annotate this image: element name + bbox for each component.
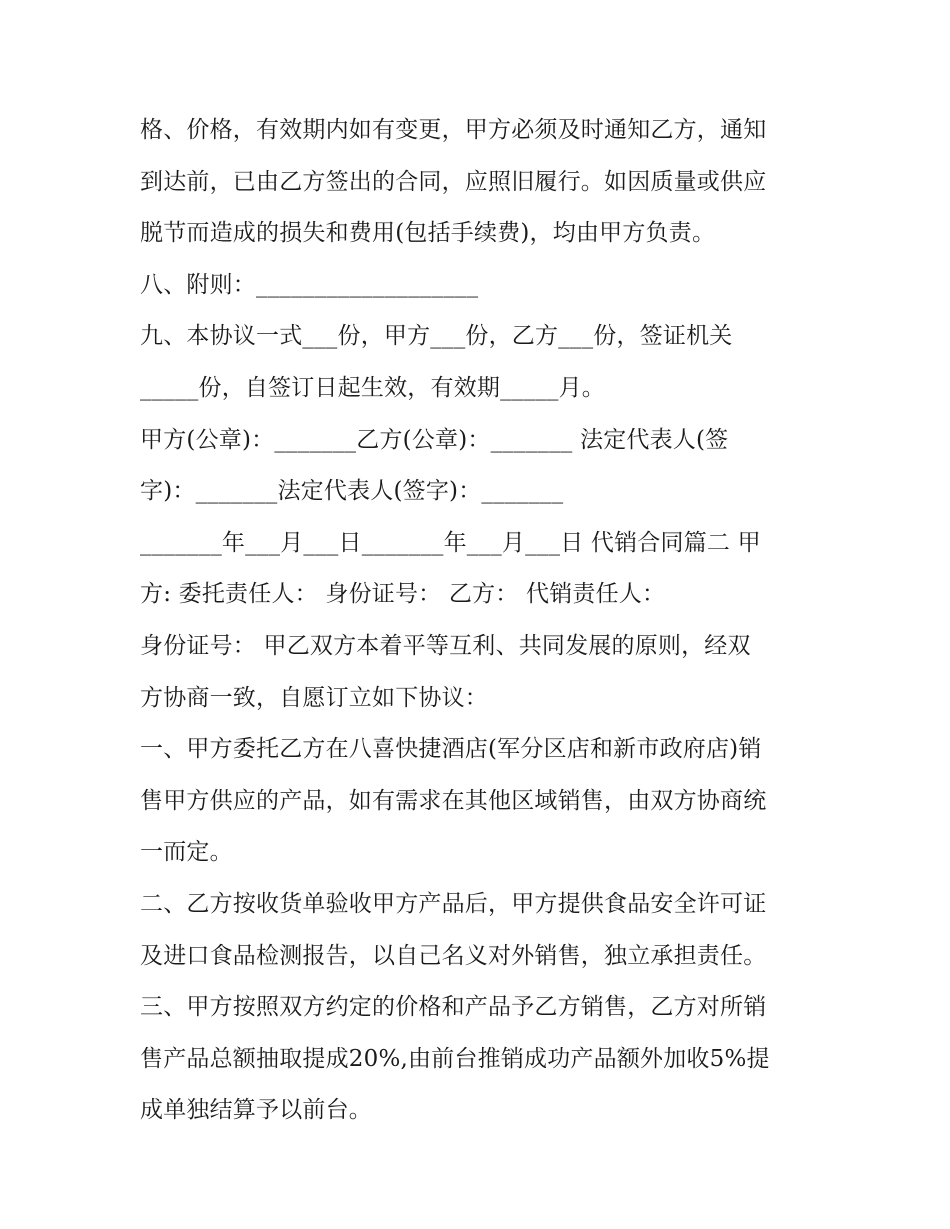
text-line: 一而定。: [140, 839, 233, 866]
text-line: 及进口食品检测报告，以自己名义对外销售，独立承担责任。: [140, 942, 767, 969]
text-line: _______年___月___日_______年___月___日 代销合同篇二 甲: [140, 529, 761, 556]
text-line: 甲方(公章)：_______乙方(公章)：_______ 法定代表人(签: [140, 426, 729, 453]
text-line: _____份，自签订日起生效，有效期_____月。: [140, 374, 605, 401]
text-line: 三、甲方按照双方约定的价格和产品予乙方销售，乙方对所销: [140, 994, 767, 1021]
text-line: 九、本协议一式___份，甲方___份，乙方___份，签证机关: [140, 323, 733, 350]
text-line: 一、甲方委托乙方在八喜快捷酒店(军分区店和新市政府店)销: [140, 736, 762, 763]
text-line: 字)：_______法定代表人(签字)：_______: [140, 478, 564, 505]
text-line: 二、乙方按收货单验收甲方产品后，甲方提供食品安全许可证: [140, 890, 767, 917]
text-line: 方协商一致，自愿订立如下协议：: [140, 684, 488, 711]
text-line: 到达前，已由乙方签出的合同，应照旧履行。如因质量或供应: [140, 168, 767, 195]
text-line: 成单独结算予以前台。: [140, 1097, 372, 1124]
contract-body-text: [140, 105, 820, 1137]
text-line: 售产品总额抽取提成20%,由前台推销成功产品额外加收5%提: [140, 1045, 770, 1072]
text-line: 售甲方供应的产品，如有需求在其他区域销售，由双方协商统: [140, 787, 767, 814]
text-line: 格、价格，有效期内如有变更，甲方必须及时通知乙方，通知: [140, 117, 767, 143]
text-line: 八、附则：___________________: [140, 271, 479, 298]
text-line: 身份证号： 甲乙双方本着平等互利、共同发展的原则，经双: [140, 632, 751, 659]
text-line: 脱节而造成的损失和费用(包括手续费)，均由甲方负责。: [140, 220, 716, 247]
text-line: 方: 委托责任人： 身份证号： 乙方： 代销责任人：: [140, 581, 666, 608]
